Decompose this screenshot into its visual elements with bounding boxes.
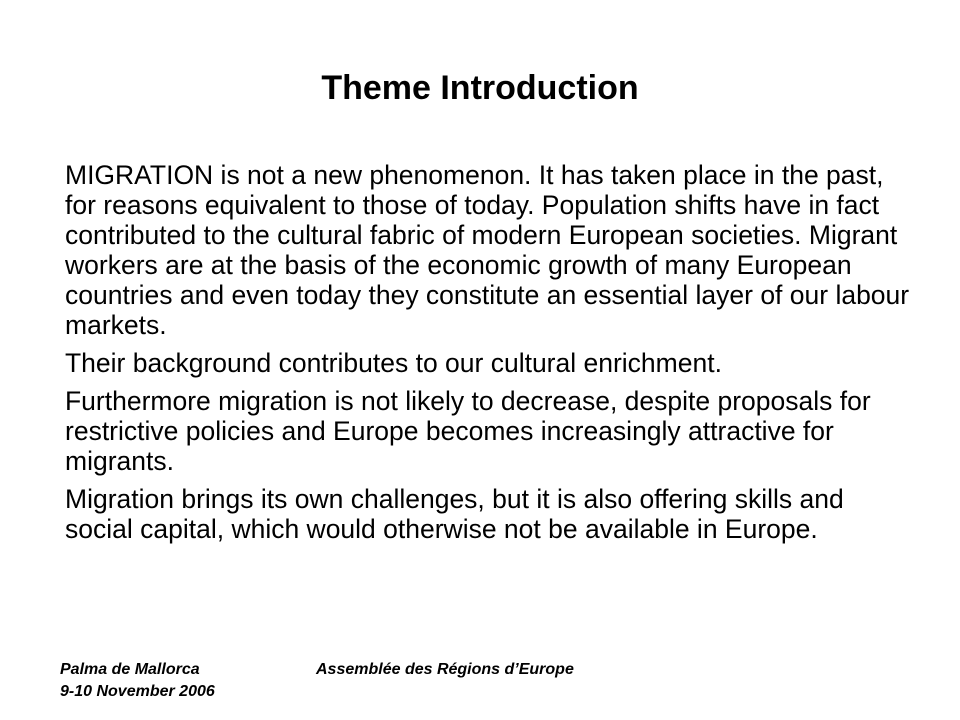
slide-title: Theme Introduction	[321, 69, 639, 107]
footer-organization: Assemblée des Régions d’Europe	[316, 661, 574, 678]
paragraph-migration-trend: Furthermore migration is not likely to decrease, despite proposals for restrictive policies and Europe becomes increasingly attractive for migrants.	[65, 386, 871, 476]
paragraph-migration-challenges: Migration brings its own challenges, but it is also offering skills and social capital, which would otherwise not be available in Europe.	[65, 484, 844, 544]
slide-body	[65, 160, 915, 552]
footer-location-date	[60, 659, 215, 703]
paragraph-migration-history: MIGRATION is not a new phenomenon. It has taken place in the past, for reasons equivalent to those of today. Population shifts have in fact contributed to the cultural fabric of modern European societies. Migrant workers are at the basis of the economic growth of many European countries and even today they constitute an essential layer of our labour markets.	[65, 160, 910, 340]
footer-dates: 9-10 November 2006	[60, 683, 215, 700]
footer-location: Palma de Mallorca	[60, 661, 200, 678]
paragraph-cultural-enrichment: Their background contributes to our cultural enrichment.	[65, 348, 722, 378]
